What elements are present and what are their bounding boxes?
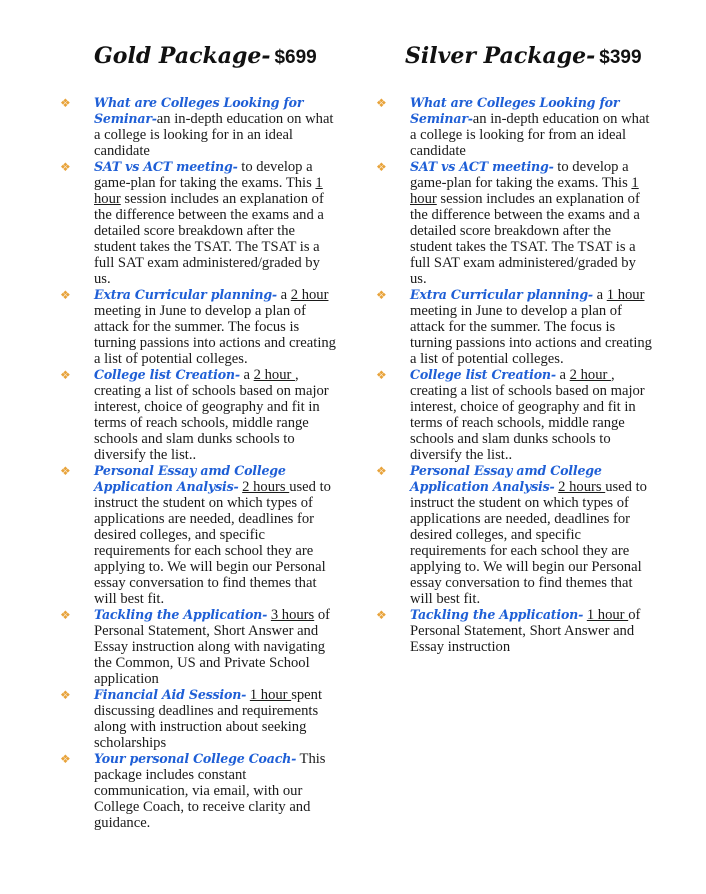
item-text: This package includes constant communication, via email, with our College Coach, to receive clarity and guidance. <box>94 751 326 831</box>
package-item <box>58 159 336 287</box>
package-item <box>374 463 656 607</box>
package-item <box>58 95 336 159</box>
item-hours: 2 hours <box>242 479 290 495</box>
item-label: Financial Aid Session- <box>94 687 247 702</box>
bullet-diamond-icon: ❖ <box>376 160 387 174</box>
item-hours: 1 hour <box>410 175 639 207</box>
package-item <box>374 607 656 655</box>
bullet-diamond-icon: ❖ <box>60 368 71 382</box>
item-text: an in-depth education on what a college is looking for from an ideal candidate <box>410 111 650 159</box>
silver-package-title: Silver Package- <box>405 43 596 69</box>
item-label: Tackling the Application- <box>410 607 584 622</box>
item-label: College list Creation- <box>94 367 240 382</box>
item-text: session includes an explanation of the difference between the exams and a detailed score breakdown after the student takes the TSAT. The TSAT is a full SAT exam administered/graded by us. <box>410 191 640 287</box>
item-hours: 2 hour <box>253 367 296 383</box>
item-text: an in-depth education on what a college is looking for in an ideal candidate <box>94 111 334 159</box>
item-hours: 1 hour <box>94 175 323 207</box>
item-text: a <box>592 287 607 303</box>
gold-package-list <box>58 95 336 831</box>
silver-package-header <box>405 43 642 69</box>
bullet-diamond-icon: ❖ <box>376 608 387 622</box>
item-label: Extra Curricular planning- <box>94 287 277 302</box>
package-item <box>58 367 336 463</box>
item-label: College list Creation- <box>410 367 556 382</box>
item-hours: 1 hour <box>249 687 292 703</box>
item-text: of Personal Statement, Short Answer and Essay instruction <box>410 607 641 655</box>
item-text: to develop a game-plan for taking the exams. This <box>410 159 632 191</box>
bullet-diamond-icon: ❖ <box>60 608 71 622</box>
item-text: , creating a list of schools based on major interest, choice of geography and fit in terms of reach schools, middle range schools and slam dunks schools to diversify the list.. <box>94 367 329 463</box>
silver-package-list <box>374 95 656 655</box>
item-hours: 2 hour <box>290 287 329 303</box>
item-hours: 1 hour <box>606 287 645 303</box>
item-label: What are Colleges Looking for Seminar- <box>410 95 620 126</box>
item-text: meeting in June to develop a plan of attack for the summer. The focus is turning passions into actions and creating a list of potential colleges. <box>410 303 652 367</box>
item-text: , creating a list of schools based on major interest, choice of geography and fit in terms of reach schools, middle range schools and slam dunks schools to diversify the list.. <box>410 367 645 463</box>
item-text: to develop a game-plan for taking the exams. This <box>94 159 316 191</box>
bullet-diamond-icon: ❖ <box>60 464 71 478</box>
item-label: Tackling the Application- <box>94 607 268 622</box>
bullet-diamond-icon: ❖ <box>376 96 387 110</box>
bullet-diamond-icon: ❖ <box>60 752 71 766</box>
package-item <box>374 159 656 287</box>
item-text: session includes an explanation of the difference between the exams and a detailed score breakdown after the student takes the TSAT. The TSAT is a full SAT exam administered/graded by us. <box>94 191 324 287</box>
item-label: Personal Essay amd College Application Analysis- <box>94 463 286 494</box>
bullet-diamond-icon: ❖ <box>60 288 71 302</box>
bullet-diamond-icon: ❖ <box>60 688 71 702</box>
bullet-diamond-icon: ❖ <box>376 288 387 302</box>
gold-package-price: $699 <box>274 47 317 68</box>
item-text: spent discussing deadlines and requirements along with instruction about seeking scholarships <box>94 687 323 751</box>
item-text: used to instruct the student on which types of applications are needed, deadlines for desired colleges, and specific requirements for each school they are applying to. We will begin our Personal essay conversation to find themes that will best fit. <box>94 479 331 607</box>
item-hours: 1 hour <box>586 607 629 623</box>
bullet-diamond-icon: ❖ <box>376 464 387 478</box>
item-text: used to instruct the student on which types of applications are needed, deadlines for desired colleges, and specific requirements for each school they are applying to. We will begin our Personal essay conversation to find themes that will best fit. <box>410 479 647 607</box>
item-hours: 2 hours <box>558 479 606 495</box>
item-label: Personal Essay amd College Application Analysis- <box>410 463 602 494</box>
item-hours: 2 hour <box>569 367 612 383</box>
item-label: Your personal College Coach- <box>94 751 297 766</box>
item-label: What are Colleges Looking for Seminar- <box>94 95 304 126</box>
package-item <box>58 607 336 687</box>
package-item <box>374 95 656 159</box>
package-item <box>58 687 336 751</box>
item-text: of Personal Statement, Short Answer and Essay instruction along with navigating the Common, US and Private School application <box>94 607 331 687</box>
package-item <box>58 287 336 367</box>
item-label: SAT vs ACT meeting- <box>410 159 554 174</box>
package-item <box>58 463 336 607</box>
silver-package-price: $399 <box>599 47 642 68</box>
bullet-diamond-icon: ❖ <box>60 160 71 174</box>
item-label: Extra Curricular planning- <box>410 287 593 302</box>
item-text: a <box>276 287 291 303</box>
bullet-diamond-icon: ❖ <box>60 96 71 110</box>
item-text: a <box>239 367 254 383</box>
item-text: meeting in June to develop a plan of attack for the summer. The focus is turning passions into actions and creating a list of potential colleges. <box>94 303 336 367</box>
item-label: SAT vs ACT meeting- <box>94 159 238 174</box>
gold-package-title: Gold Package- <box>94 43 271 69</box>
item-text: a <box>555 367 570 383</box>
package-item <box>374 287 656 367</box>
item-hours: 3 hours <box>270 607 315 623</box>
package-item <box>58 751 336 831</box>
gold-package-header <box>94 43 317 69</box>
package-item <box>374 367 656 463</box>
bullet-diamond-icon: ❖ <box>376 368 387 382</box>
